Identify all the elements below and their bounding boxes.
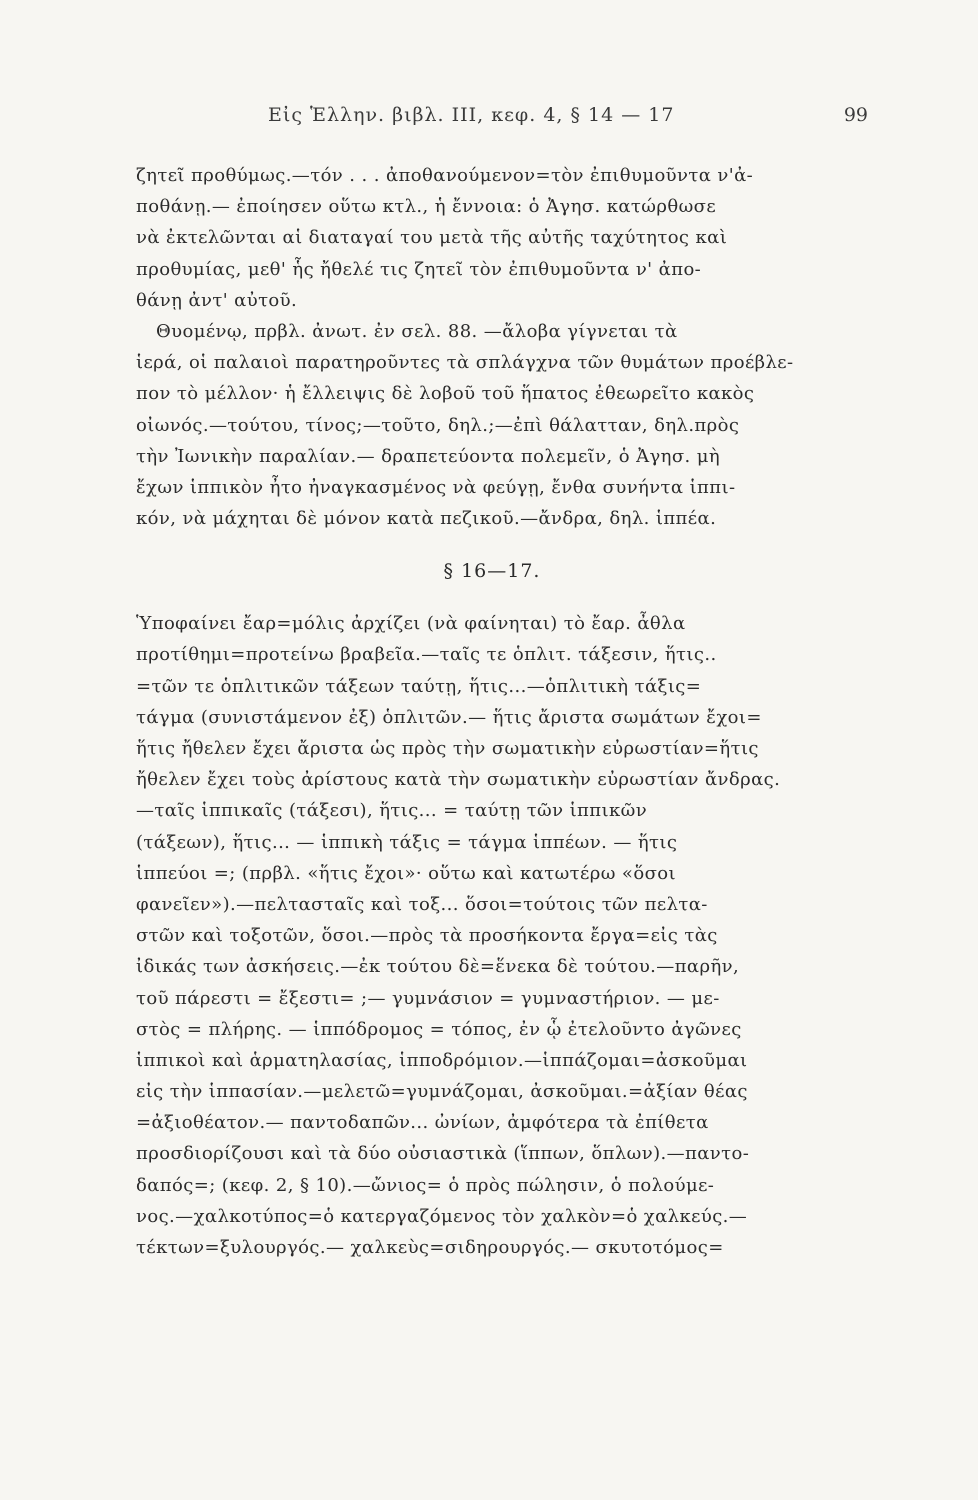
text-line: Θυομένῳ, πρβλ. ἀνωτ. ἐν σελ. 88. —ἄλοβα γίγνεται τὰ: [156, 320, 678, 342]
text-line: πον τὸ μέλλον· ἡ ἔλλειψις δὲ λοβοῦ τοῦ ἥπατος ἐθεωρεῖτο κακὸς: [136, 383, 755, 405]
paragraph-1: [136, 160, 848, 316]
text-line: ἥτις ἤθελεν ἔχει ἄριστα ὡς πρὸς τὴν σωματικὴν εὐρωστίαν=ἥτις: [136, 738, 759, 759]
text-line: δαπός=; (κεφ. 2, § 10).—ὤνιος= ὁ πρὸς πώλησιν, ὁ πολούμε-: [136, 1174, 715, 1196]
text-line: στὸς = πλήρης. — ἱππόδρομος = τόπος, ἐν ᾧ ἐτελοῦντο ἀγῶνες: [136, 1018, 742, 1040]
body-text: [136, 160, 848, 1263]
text-line: κόν, νὰ μάχηται δὲ μόνον κατὰ πεζικοῦ.—ἄνδρα, δηλ. ἱππέα.: [136, 508, 717, 530]
text-line: φανεῖεν»).—πελτασταῖς καὶ τοξ... ὅσοι=τούτοις τῶν πελτα-: [136, 893, 708, 915]
text-line: στῶν καὶ τοξοτῶν, ὅσοι.—πρὸς τὰ προσήκοντα ἔργα=εἰς τὰς: [136, 925, 718, 947]
text-line: ἤθελεν ἔχει τοὺς ἀρίστους κατὰ τὴν σωματικὴν εὐρωστίαν ἄνδρας.: [136, 769, 781, 791]
section-heading: § 16—17.: [443, 560, 541, 583]
text-line: νὰ ἐκτελῶνται αἱ διαταγαί του μετὰ τῆς αὐτῆς ταχύτητος καὶ: [136, 227, 728, 249]
text-line: τὴν Ἰωνικὴν παραλίαν.— δραπετεύοντα πολεμεῖν, ὁ Ἀγησ. μὴ: [136, 445, 721, 467]
text-line: νος.—χαλκοτύπος=ὁ κατεργαζόμενος τὸν χαλκὸν=ὁ χαλκεύς.—: [136, 1205, 748, 1227]
text-line: θάνῃ ἀντ' αὐτοῦ.: [136, 289, 298, 311]
text-line: ἰδικάς των ἀσκήσεις.—ἐκ τούτου δὲ=ἕνεκα δὲ τούτου.—παρῆν,: [136, 956, 740, 978]
text-line: Ὑποφαίνει ἔαρ=μόλις ἀρχίζει (νὰ φαίνηται) τὸ ἔαρ. ἆθλα: [136, 613, 686, 635]
text-line: ζητεῖ προθύμως.—τόν . . . ἀποθανούμενον=τὸν ἐπιθυμοῦντα ν'ἀ-: [136, 165, 754, 186]
text-line: προτίθημι=προτείνω βραβεῖα.—ταῖς τε ὁπλιτ. τάξεσιν, ἥτις..: [136, 644, 717, 666]
text-line: προσδιορίζουσι καὶ τὰ δύο οὐσιαστικὰ (ἵππων, ὅπλων).—παντο-: [136, 1143, 750, 1165]
text-line: εἰς τὴν ἱππασίαν.—μελετῶ=γυμνάζομαι, ἀσκοῦμαι.=ἀξίαν θέας: [136, 1081, 748, 1103]
text-line: τάγμα (συνιστάμενον ἐξ) ὁπλιτῶν.— ἥτις ἄριστα σωμάτων ἔχοι=: [136, 706, 762, 728]
text-line: οἰωνός.—τούτου, τίνος;—τοῦτο, δηλ.;—ἐπὶ θάλατταν, δηλ.πρὸς: [136, 414, 740, 436]
text-line: τοῦ πάρεστι = ἔξεστι= ;— γυμνάσιον = γυμναστήριον. — με-: [136, 987, 720, 1009]
paragraph-2: [136, 316, 848, 534]
text-line: ἱππικοὶ καὶ ἁρματηλασίας, ἱπποδρόμιον.—ἱππάζομαι=ἀσκοῦμαι: [136, 1049, 748, 1071]
text-line: τέκτων=ξυλουργός.— χαλκεὺς=σιδηρουργός.— σκυτοτόμος=: [136, 1237, 724, 1258]
text-line: ἱππεύοι =; (πρβλ. «ἥτις ἔχοι»· οὕτω καὶ κατωτέρω «ὅσοι: [136, 862, 676, 884]
page-number: 99: [843, 104, 868, 126]
text-line: ἱερά, οἱ παλαιοὶ παρατηροῦντες τὰ σπλάγχνα τῶν θυμάτων προέβλε-: [136, 352, 794, 374]
text-line: (τάξεων), ἥτις... — ἱππικὴ τάξις = τάγμα ἱππέων. — ἥτις: [136, 831, 678, 853]
running-head: [0, 104, 978, 134]
text-line: =τῶν τε ὁπλιτικῶν τάξεων ταύτῃ, ἥτις...—ὁπλιτικὴ τάξις=: [136, 675, 702, 697]
text-line: =ἀξιοθέατον.— παντοδαπῶν... ὠνίων, ἀμφότερα τὰ ἐπίθετα: [136, 1112, 709, 1134]
text-line: —ταῖς ἱππικαῖς (τάξεσι), ἥτις... = ταύτῃ τῶν ἱππικῶν: [136, 800, 648, 822]
text-line: προθυμίας, μεθ' ἧς ἤθελέ τις ζητεῖ τὸν ἐπιθυμοῦντα ν' ἀπο-: [136, 258, 702, 280]
text-line: ἔχων ἱππικὸν ἦτο ἠναγκασμένος νὰ φεύγῃ, ἔνθα συνήντα ἱππι-: [136, 476, 736, 498]
running-title: Εἰς Ἑλλην. βιβλ. ΙΙΙ, κεφ. 4, § 14 — 17: [268, 104, 675, 126]
paragraph-3: [136, 608, 848, 1263]
text-line: ποθάνῃ.— ἐποίησεν οὕτω κτλ., ἡ ἔννοια: ὁ Ἀγησ. κατώρθωσε: [136, 196, 717, 218]
